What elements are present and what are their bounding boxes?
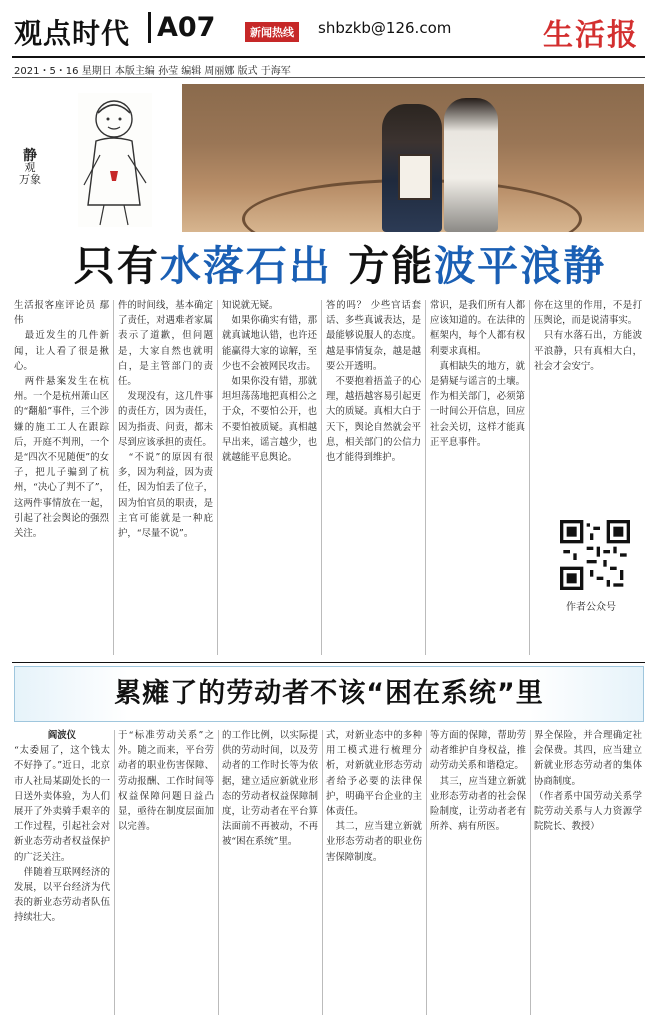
article1-column-2: 件的时间线，基本确定了责任，对遇难者家属表示了道歉，但问题是，大家自然也就明白，是主管部门的责任。 发现没有，这几件事的责任方，因为责任，因为指责、问责，都未尽到应该承担的责任。 “不说”的原因有很多，因为利益，因为责任，因为怕丢了位子，因为怕官员的职责，是主官可能就是一种庇护，“尽量不说”。 <box>118 300 213 540</box>
column-divider <box>113 300 114 655</box>
article2-column-4: 式，对新业态中的多种用工模式进行梳理分析，对新就业形态劳动者给予必要的法律保护，明确平台企业的主体责任。 其二，应当建立新就业形态劳动者的职业伤害保障制度。 <box>326 730 422 863</box>
article1-column-4: 答的吗？ 少些官话套话、多些真诚表达，是最能够说服人的态度。越是事情复杂，越是越要公开透明。 不要抱着捂盖子的心理，越捂越容易引起更大的质疑。真相大白于天下，舆论自然就会平息，相关部门的公信力也才能得到维护。 <box>326 300 421 464</box>
hotline-label: 新闻热线 <box>245 22 299 42</box>
section-title: 观点时代 <box>14 17 131 50</box>
column-divider <box>321 300 322 655</box>
column-badge-name: 静 <box>23 148 37 164</box>
column-divider <box>218 730 219 1015</box>
photo-person-standing <box>444 98 498 232</box>
dateline: 2021・5・16 星期日 本版主编 孙莹 编辑 周丽娜 版式 于海军 <box>14 66 291 77</box>
column-divider <box>217 300 218 655</box>
article2-column-2: 于“标准劳动关系”之外。随之而来，平台劳动者的职业伤害保障、劳动报酬、工作时间等权益保障问题日益凸显，亟待在制度层面加以完善。 <box>118 730 214 833</box>
column-divider <box>530 730 531 1015</box>
contact-email: shbzkb@126.com <box>318 19 452 37</box>
article1-column-3: 知说就无疑。 如果你确实有错，那就真诚地认错，也许还能赢得大家的谅解，至少也不会被网民攻击。 如果你没有错，那就坦坦荡荡地把真相公之于众，不要怕公开，也不要怕被质疑。真相越早出来，谣言越少，也就越能平息舆论。 <box>222 300 317 464</box>
column-divider <box>426 730 427 1015</box>
newspaper-logo: 生活报 <box>543 18 639 53</box>
masthead-rule <box>12 56 645 58</box>
column-badge <box>14 150 46 200</box>
section-divider <box>12 662 645 663</box>
headline-part-a: 只有 <box>73 242 160 290</box>
qr-label: 作者公众号 <box>566 602 616 613</box>
article1-column-6: 你在这里的作用，不是打压舆论，而是说清事实。 只有水落石出，方能波平浪静，只有真相大白，社会才会安宁。 <box>534 300 642 372</box>
headline-second: 累瘫了的劳动者不该“困在系统”里 <box>114 678 544 709</box>
masthead <box>0 0 657 80</box>
page-number: A07 <box>148 12 215 43</box>
headline-part-d: 波平浪静 <box>434 242 607 290</box>
photo-portrait-frame <box>398 154 432 200</box>
cartoon-illustration <box>48 85 180 233</box>
article2-column-3: 的工作比例，以实际提供的劳动时间，以及劳动者的工作时长等为依据，建立适应新就业形态的劳动者权益保障制度，让劳动者在平台算法面前不再被动，不再被“困在系统”里。 <box>222 730 318 848</box>
column-badge-end: 万象 <box>19 173 41 186</box>
news-photo <box>182 84 644 232</box>
headline-main <box>55 238 625 294</box>
headline-part-b: 水落石出 <box>159 242 332 290</box>
article2-column-5: 等方面的保障，帮助劳动者维护自身权益，推动劳动关系和谐稳定。 其三，应当建立新就业形态劳动者的社会保险制度，让劳动者老有所养、病有所医。 <box>430 730 526 833</box>
headline-part-c: 方能 <box>331 242 435 290</box>
masthead-rule-thin <box>12 77 645 78</box>
qr-code-icon <box>560 520 630 590</box>
article2-column-6: 界全保险，并合理确定社会保费。其四，应当建立新就业形态劳动者的集体协商制度。 （作者系中国劳动关系学院劳动关系与人力资源学院院长、教授） <box>534 730 642 833</box>
column-divider <box>322 730 323 1015</box>
article2-byline: 阎波仪 <box>47 730 77 741</box>
column-divider <box>425 300 426 655</box>
column-divider <box>529 300 530 655</box>
article2-column-1-text: “太委屈了，这个钱太不好挣了。”近日，北京市人社局某副处长的一日送外卖体验，为人们展开了外卖骑手艰辛的工作过程，引起社会对新业态劳动者权益保护的广泛关注。 伴随着互联网经济的发展，以平台经济为代表的新业态劳动者队伍持续壮大。 <box>14 745 110 924</box>
column-badge-sub: 观 <box>24 161 36 174</box>
article1-column-5: 常识，是我们所有人都应该知道的。在法律的框架内，每个人都有权利要求真相。 真相缺失的地方，就是猜疑与谣言的土壤。作为相关部门，必须第一时间公开信息，回应社会关切，这样才能真正平息事件。 <box>430 300 525 448</box>
article1-column-1: 生活报客座评论员 鄢伟 最近发生的几件新闻，让人看了很是揪心。 两件悬案发生在杭州。一个是杭州萧山区的“翻船”事件，三个涉嫌的施工工人在跟踪后，开庭不判刑，一个是“四次不见随便”的女子，把儿子骗到了杭州，“决心了判不了”，这两件事情放在一起，引起了社会舆论的强烈关注。 <box>14 300 109 540</box>
article2-column-1 <box>14 728 110 1018</box>
column-divider <box>114 730 115 1015</box>
